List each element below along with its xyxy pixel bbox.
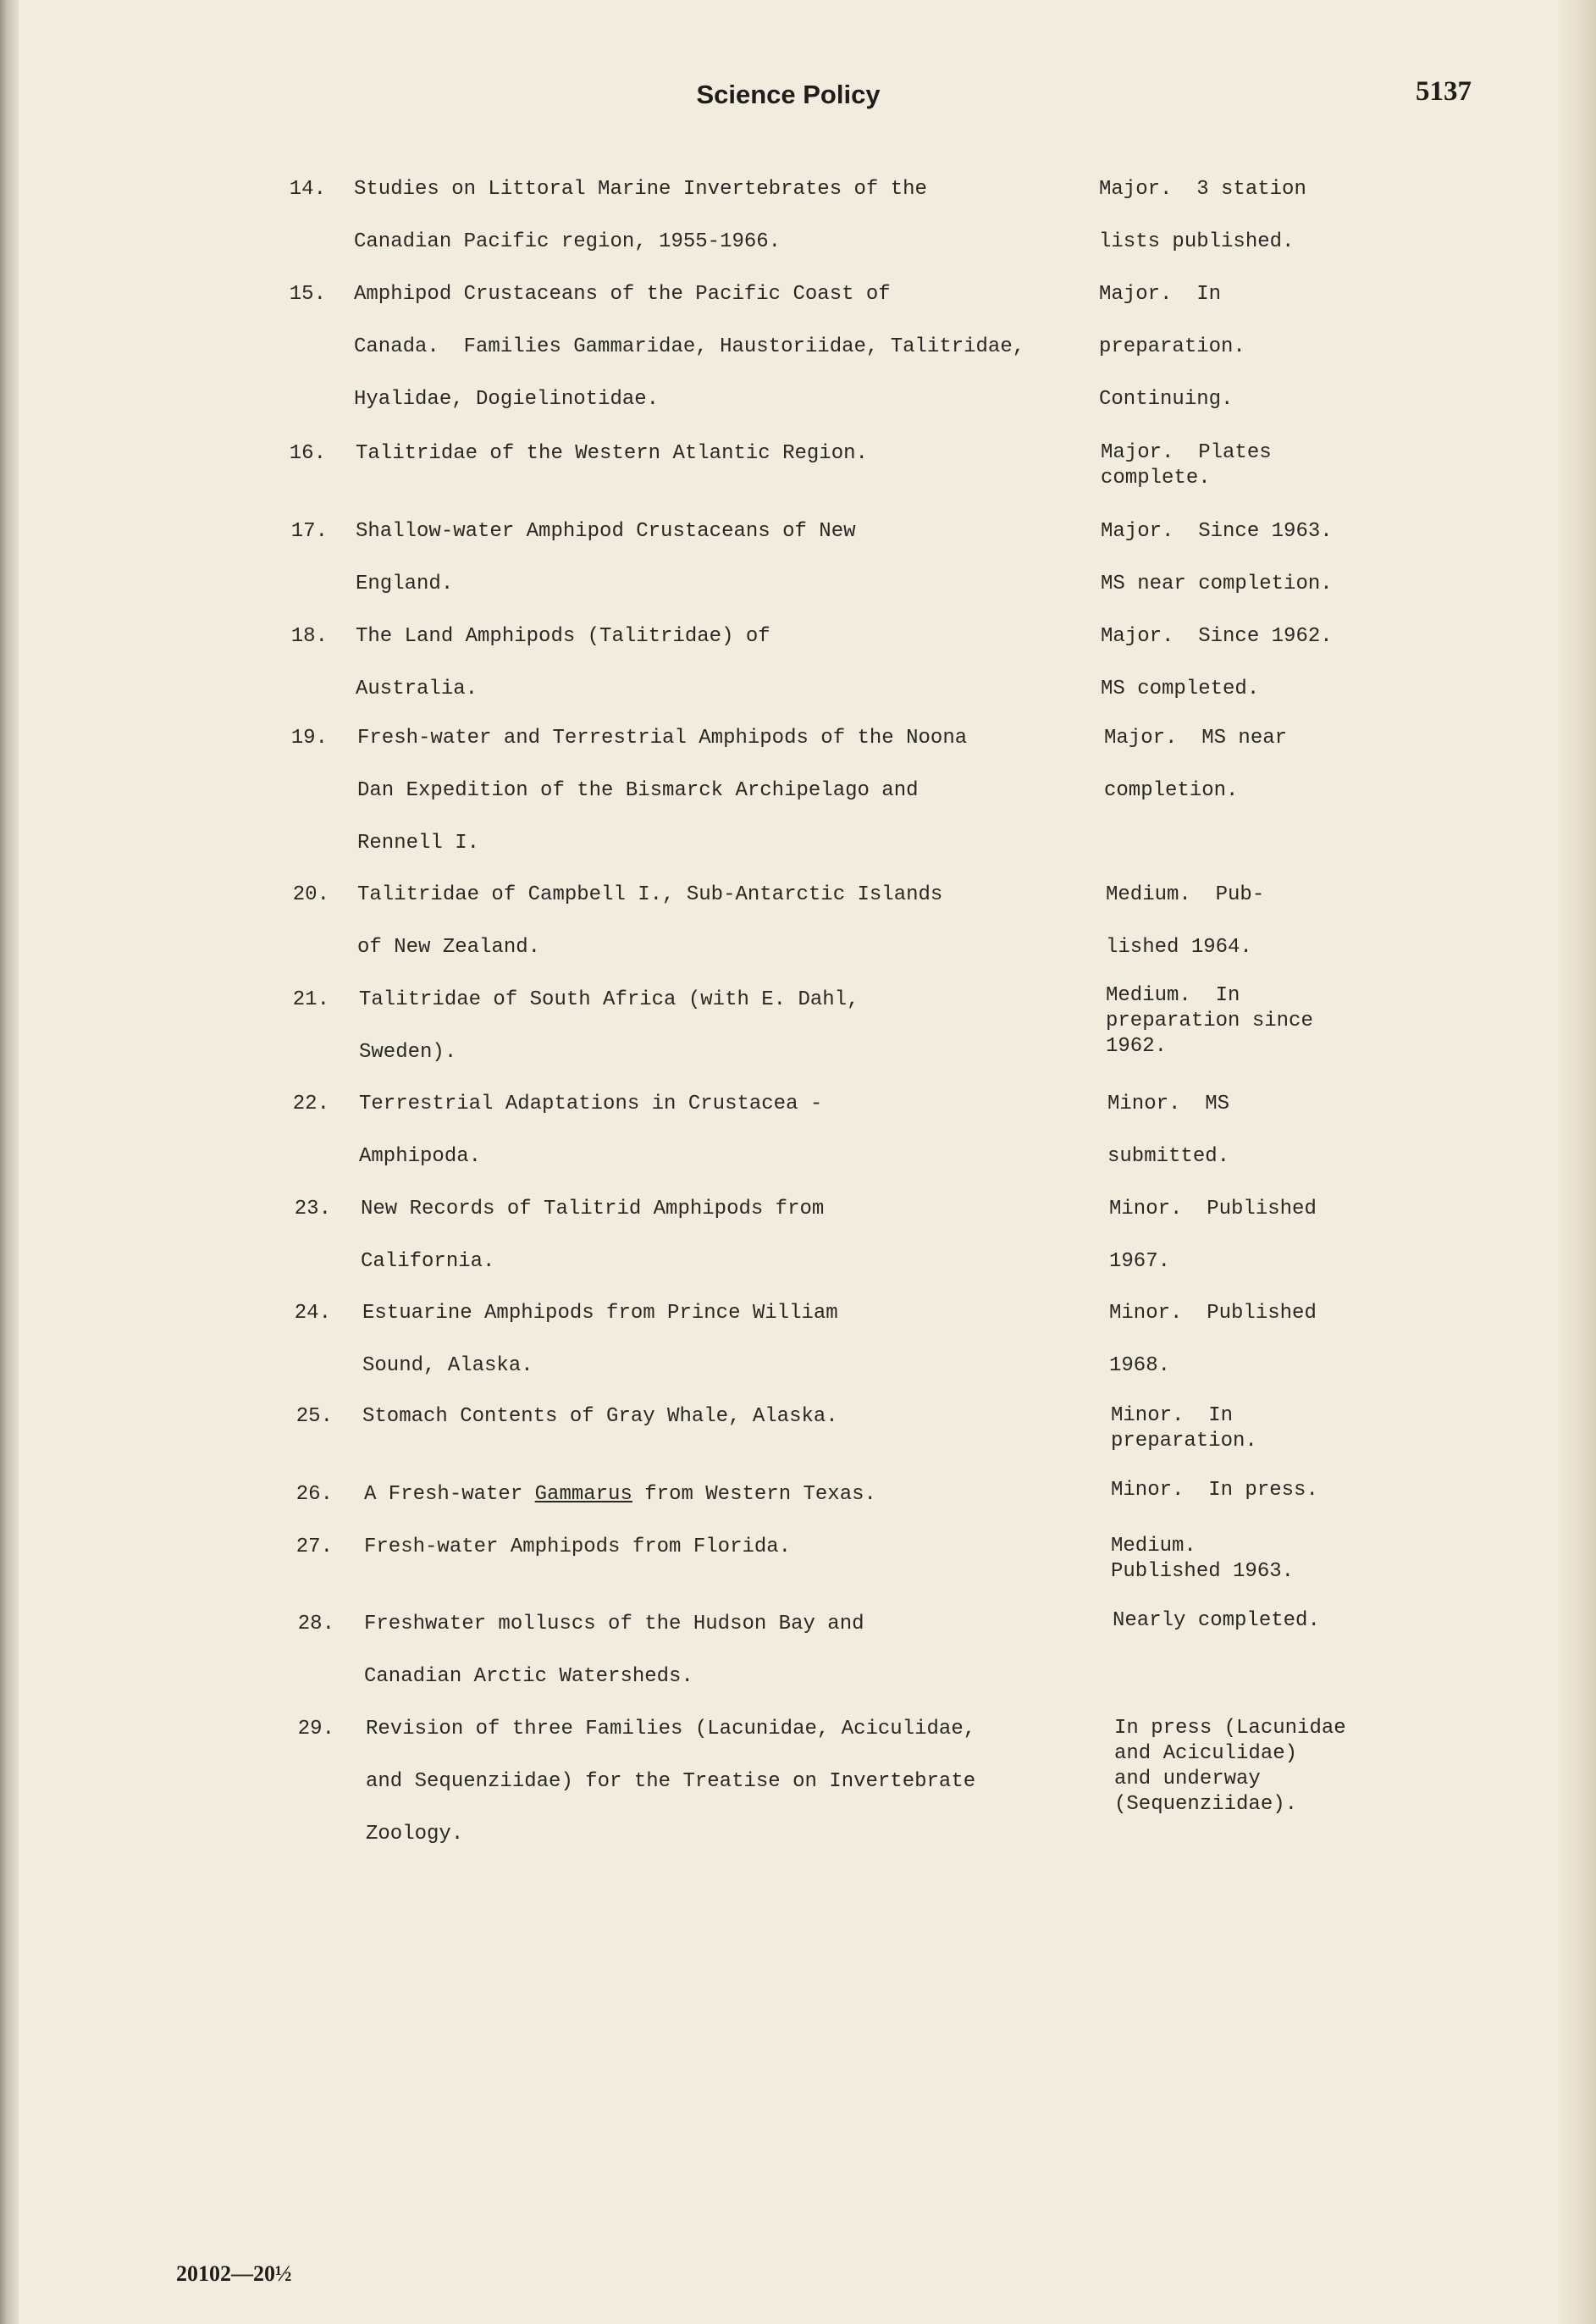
item-number: 24. [294,1302,331,1325]
item-status: Minor. Published 1968. [1109,1302,1317,1377]
item-status: Major. 3 station lists published. [1099,178,1306,253]
item-number: 15. [289,283,326,306]
item-status: Medium. Published 1963. [1111,1535,1295,1583]
item-status: Major. Since 1962. MS completed. [1101,625,1333,700]
item-status: Minor. In preparation. [1111,1404,1257,1452]
running-header-title: Science Policy [696,80,881,109]
item-title: Talitridae of Campbell I., Sub-Antarctic Islands of New Zealand. [357,883,943,959]
item-number: 28. [297,1613,334,1635]
item-number: 14. [289,178,326,201]
item-number: 29. [297,1718,334,1740]
item-status: Medium. Pub- lished 1964. [1106,883,1265,959]
genus-name-underlined: Gammarus [534,1483,632,1506]
item-number: 22. [292,1093,329,1115]
item-title: Talitridae of South Africa (with E. Dahl, Sweden). [359,988,859,1064]
item-title: Fresh-water and Terrestrial Amphipods of the Noona Dan Expedition of the Bismarck Archipelago and Rennell I. [357,727,968,855]
item-title: The Land Amphipods (Talitridae) of Australia. [356,625,770,700]
item-status: Major. Since 1963. MS near completion. [1101,520,1333,595]
item-number: 26. [295,1483,333,1506]
item-title-text: A Fresh-water [364,1483,535,1506]
footer-print-code: 20102—20½ [176,2261,292,2286]
item-title: Estuarine Amphipods from Prince William Sound, Alaska. [362,1302,838,1377]
item-title: Amphipod Crustaceans of the Pacific Coast of Canada. Families Gammaridae, Haustoriidae, Talitridae, Hyalidae, Dogielinotidae. [354,283,1025,411]
item-number: 27. [295,1536,333,1558]
item-title: Freshwater molluscs of the Hudson Bay and Canadian Arctic Watersheds. [364,1613,864,1688]
item-title: Shallow-water Amphipod Crustaceans of New England. [356,520,856,595]
item-title: Stomach Contents of Gray Whale, Alaska. [362,1405,838,1428]
item-status: Minor. In press. [1111,1479,1318,1502]
item-status: Major. Plates complete. [1101,441,1272,490]
item-title: Talitridae of the Western Atlantic Region. [356,442,868,465]
item-number: 20. [292,883,329,906]
item-status: Medium. In preparation since 1962. [1106,984,1313,1058]
item-title [364,1469,1092,1521]
item-number: 23. [294,1198,331,1220]
item-number: 19. [290,727,328,750]
item-number: 21. [292,988,329,1011]
item-number: 18. [290,625,328,648]
item-title: Studies on Littoral Marine Invertebrates of the Canadian Pacific region, 1955-1966. [354,178,927,253]
item-number: 25. [295,1405,333,1428]
item-status: Minor. Published 1967. [1109,1198,1317,1273]
item-status: Major. MS near completion. [1104,727,1288,802]
item-number: 16. [289,442,326,465]
item-status: Nearly completed. [1113,1609,1320,1632]
item-status: In press (Lacunidae and Aciculidae) and underway (Sequenziidae). [1114,1717,1346,1816]
item-title: New Records of Talitrid Amphipods from California. [361,1198,825,1273]
item-status: Minor. MS submitted. [1107,1093,1230,1168]
item-title: Terrestrial Adaptations in Crustacea - Amphipoda. [359,1093,823,1168]
item-status: Major. In preparation. Continuing. [1099,283,1245,411]
page-number: 5137 [1416,76,1472,107]
item-number: 17. [290,520,328,543]
item-title: Fresh-water Amphipods from Florida. [364,1536,792,1558]
item-title-text: from Western Texas. [632,1483,876,1506]
item-title: Revision of three Families (Lacunidae, Aciculidae, and Sequenziidae) for the Treatise on Invertebrate Zoology. [366,1718,976,1845]
